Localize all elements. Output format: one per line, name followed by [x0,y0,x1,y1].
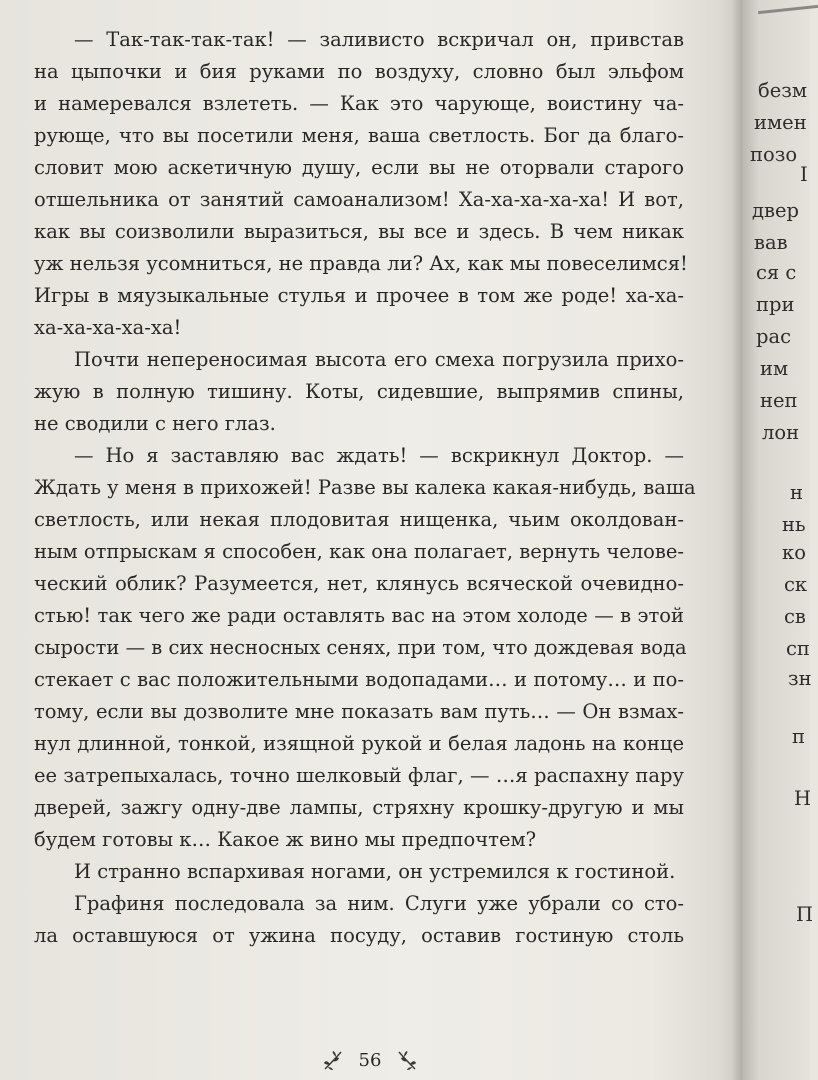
right-fragment: н [790,481,803,504]
text-line: — Но я заставляю вас ждать! — вскрикнул Доктор. — [74,444,684,467]
text-line: рующе, что вы посетили меня, ваша светлость. Бог да благо- [34,124,684,147]
right-fragment: зн [788,667,812,690]
right-fragment: I [800,163,808,186]
text-line: и намеревался взлететь. — Как это чарующе, воистину ча- [34,92,684,115]
text-line: стекает с вас положительными водопадами… и потому… и по- [34,668,684,691]
text-line: уж нельзя усомниться, не правда ли? Ах, как мы повеселимся! [34,252,688,275]
text-line: не сводили с него глаз. [34,412,276,435]
right-fragment: безм [758,79,808,102]
text-line: — Так-так-так-так! — заливисто вскричал он, привстав [74,28,684,51]
right-fragment: рас [756,325,792,348]
text-line: Игры в мяузыкальные стулья и прочее в том же роде! ха-ха- [34,284,684,307]
page-footer [300,1045,440,1075]
right-fragment: ск [784,573,808,596]
text-line: будем готовы к… Какое ж вино мы предпочтем? [34,828,537,851]
right-fragment: им [760,357,789,380]
text-line: ла оставшуюся от ужина посуду, оставив гостиную столь [34,924,684,947]
text-line: ческий облик? Разумеется, нет, клянусь всяческой очевидно- [34,572,684,595]
text-line: ха-ха-ха-ха-ха! [34,316,182,339]
right-fragment: нь [782,513,806,536]
text-line: словит мою аскетичную душу, если вы не оторвали старого [34,156,684,179]
right-fragment: сп [786,637,810,660]
right-fragment: вав [754,231,788,254]
text-line: Почти непереносимая высота его смеха погрузила прихо- [74,348,684,371]
right-fragment: Н [794,787,812,810]
text-line: отшельника от занятий самоанализом! Ха-ха-ха-ха-ха! И вот, [34,188,684,211]
text-line: как вы соизволили выразиться, вы все и здесь. В чем никак [34,220,684,243]
page-number: 56 [358,1049,382,1071]
right-fragment: имен [754,111,807,134]
right-fragment: ко [782,541,806,564]
leaf-ornament-icon [395,1049,419,1071]
text-line: жую в полную тишину. Коты, сидевшие, выпрямив спины, [34,380,684,403]
text-line: нул длинной, тонкой, изящной рукой и белая ладонь на конце [34,732,684,755]
text-line: на цыпочки и бия руками по воздуху, словно был эльфом [34,60,684,83]
right-fragment: двер [752,199,800,222]
text-line: светлость, или некая плодовитая нищенка, чьим околдован- [34,508,684,531]
text-line: Графиня последовала за ним. Слуги уже убрали со сто- [74,892,684,915]
text-line: сырости — в сих несносных сенях, при том, что дождевая вода [34,636,687,659]
right-fragment: неп [760,389,798,412]
right-page [742,0,814,1080]
right-fragment: при [756,293,795,316]
text-line: Ждать у меня в прихожей! Разве вы калека какая-нибудь, ваша [34,476,696,499]
leaf-ornament-icon [321,1049,345,1071]
text-line: стью! так чего же ради оставлять вас на этом холоде — в этой [34,604,684,627]
text-line: ным отпрыскам я способен, как она полагает, вернуть челове- [34,540,684,563]
right-fragment: позо [750,143,798,166]
right-fragment: св [784,605,806,628]
text-line: ее затрепыхалась, точно шелковый флаг, — …я распахну пару [34,764,684,787]
text-line: тому, если вы дозволите мне показать вам путь… — Он взмах- [34,700,684,723]
right-fragment: лон [762,421,800,444]
right-fragment: п [792,725,805,748]
text-line: И странно вспархивая ногами, он устремился к гостиной. [74,860,676,883]
right-fragment: ся с [756,261,797,284]
text-line: дверей, зажгу одну-две лампы, стряхну крошку-другую и мы [34,796,684,819]
right-fragment: П [796,903,814,926]
